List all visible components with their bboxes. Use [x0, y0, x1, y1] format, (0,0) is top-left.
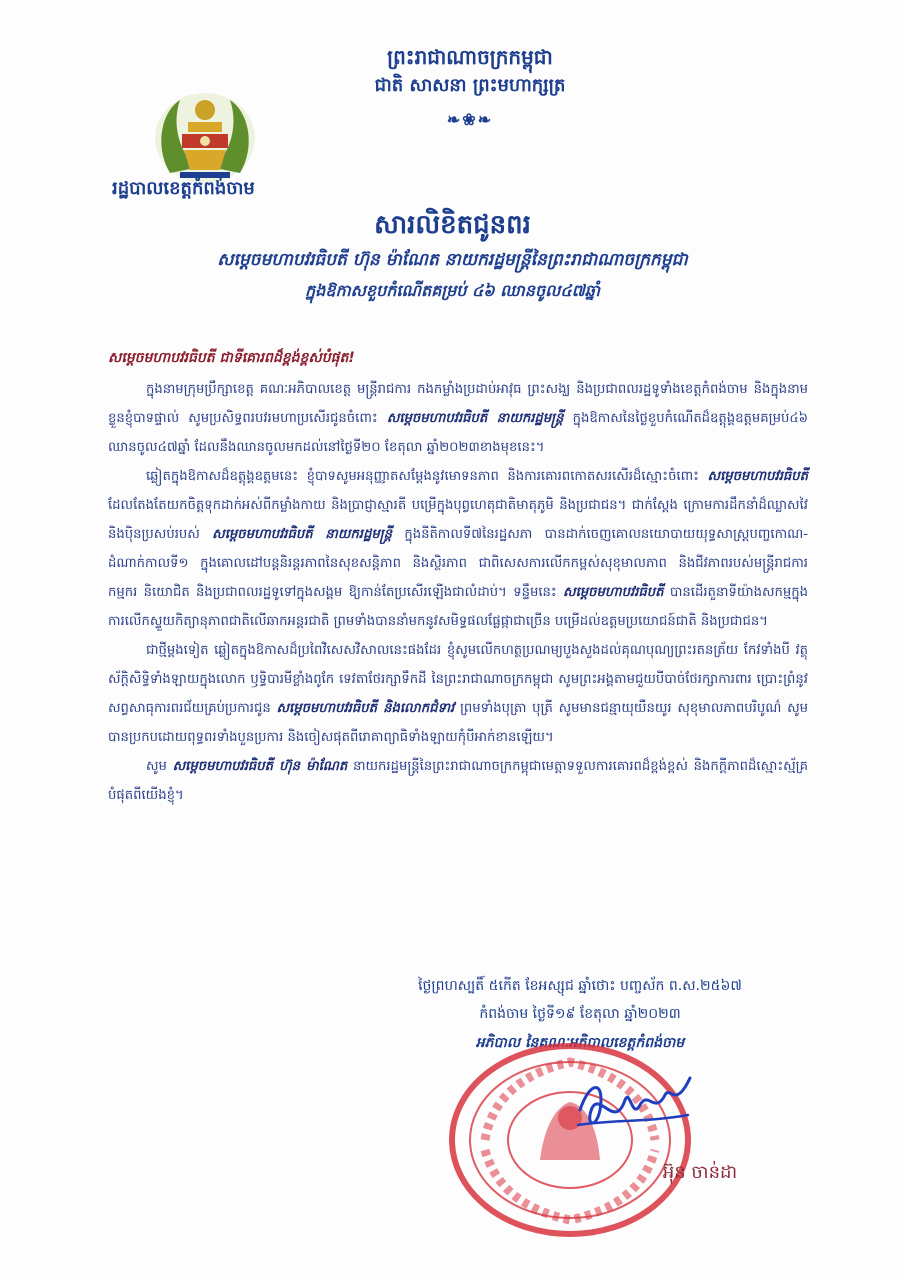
- salutation: សម្តេចមហាបវរធិបតី ជាទីគោរពដ៏ខ្ពង់ខ្ពស់បំផុត!: [108, 350, 355, 366]
- solar-date: កំពង់ចាម ថ្ងៃទី១៩ ខែតុលា ឆ្នាំ២០២៣: [479, 1006, 681, 1022]
- paragraph-3: [108, 636, 808, 752]
- paragraph-text: ជាថ្មីម្តងទៀត ឆ្លៀតក្នុងឱកាសដ៏ប្រពៃវិសេសវិសាលនេះផងដែរ ខ្ញុំសូមលើកហត្ថប្រណម្យបួងសួងដល់គុណបុណ្យព្រះរតនត្រ័យ កែវទាំងបី វត្ថុស័ក្តិសិទ្ធិទាំងឡាយក្នុងលោក ឫទ្ធិបារមីខ្លាំងពូកែ ទេវតាថែរក្សាទឹកដី នៃព្រះរាជាណាចក្រកម្ពុជា សូមព្រះអង្គតាមជួយបីបាច់ថែរក្សាការពារ ប្រោះព្រំនូវសព្វសាធុការពរជ័យគ្រប់ប្រការជូន: [108, 643, 808, 716]
- lunar-date: ថ្ងៃព្រហស្បតិ៍ ៥កើត ខែអស្សុជ ឆ្នាំថោះ បញ្ចស័ក ព.ស.២៥៦៧: [418, 978, 742, 994]
- paragraph-text: ក្នុងឱកាសនៃថ្ងៃខួបកំណើតដ៏ឧត្តុង្គឧត្តមគម្រប់៤៦ ឈានចូល៤៧ឆ្នាំ ដែលនឹងឈានចូលមកដល់នៅថ្ងៃទី២០ ខែតុលា ឆ្នាំ២០២៣ខាងមុខនេះ។: [108, 411, 808, 455]
- document-occasion: ក្នុងឱកាសខួបកំណើតគម្រប់ ៤៦ ឈានចូល៤៧ឆ្នាំ: [304, 281, 601, 300]
- ornament-divider: ❧❀❧: [446, 110, 494, 129]
- honorific-highlight: សម្តេចមហាបវរធិបតី និងលោកជំទាវ: [276, 701, 455, 716]
- paragraph-2: [108, 462, 808, 636]
- paragraph-text: ព្រមទាំងបុត្រា បុត្រី សូមមានជន្មាយុយឺនយូរ សុខុមាលភាពបរិបូណ៌ សូមបានប្រកបដោយពុទ្ធពរទាំងបួនប្រការ និងចៀសផុតពីរោគាព្យាធិទាំងឡាយកុំបីអាក់ខានឡើយ។: [108, 701, 808, 745]
- title-block: [80, 206, 825, 306]
- paragraph-text: ក្នុងនីតិកាលទី៧នៃរដ្ឋសភា បានដាក់ចេញគោលនយោបាយយុទ្ធសាស្ត្របញ្ចកោណ-ដំណាក់កាលទី១ ក្នុងគោលដៅបន្តនិរន្តរភាពនៃសុខសន្តិភាព និងស្ថិរភាព ជាពិសេសការលើកកម្ពស់សុខុមាលភាព និងជីវភាពរបស់មន្ត្រីរាជការ កម្មករ និយោជិត និងប្រជាពលរដ្ឋទូទៅក្នុងសង្គម ឱ្យកាន់តែប្រសើរឡើងជាលំដាប់។ ទន្ទឹមនេះ: [108, 527, 808, 600]
- ministry-emblem-icon: [150, 88, 260, 188]
- paragraph-text: ដែលតែងតែយកចិត្តទុកដាក់អស់ពីកម្លាំងកាយ និងប្រាជ្ញាស្មារតី បម្រើក្នុងបុព្វហេតុជាតិមាតុភូមិ និងប្រជាជន។ ជាក់ស្តែង ក្រោមការដឹកនាំដ៏ឈ្លាសវៃ និងប៉ិនប្រសប់របស់: [108, 498, 808, 542]
- paragraph-text: ក្នុងនាមក្រុមប្រឹក្សាខេត្ត គណៈអភិបាលខេត្ត មន្ត្រីរាជការ កងកម្លាំងប្រដាប់អាវុធ ព្រះសង្ឃ និងប្រជាពលរដ្ឋទូទាំងខេត្តកំពង់ចាម និងក្នុងនាមខ្លួនខ្ញុំបាទផ្ទាល់ សូមប្រសិទ្ធពរបវរមហាប្រសើរជូនចំពោះ: [108, 382, 808, 426]
- signer-name: អ៊ុន ចាន់ដា: [662, 1162, 738, 1183]
- document-subtitle: សម្តេចមហាបវរធិបតី ហ៊ុន ម៉ាណែត នាយករដ្ឋមន្ត្រីនៃព្រះរាជាណាចក្រកម្ពុជា: [217, 250, 688, 270]
- paragraph-text: ឆ្លៀតក្នុងឱកាសដ៏ឧត្តុង្គឧត្តមនេះ ខ្ញុំបាទសូមអនុញ្ញាតសម្តែងនូវមោទនភាព និងការគោរពកោតសរសើរដ៏ស្មោះចំពោះ: [146, 469, 699, 484]
- honorific-highlight: សម្តេចមហាបវរធិបតី ហ៊ុន ម៉ាណែត: [172, 759, 348, 774]
- paragraph-1: [108, 375, 808, 462]
- kingdom-name: ព្រះរាជាណាចក្រកម្ពុជា: [387, 45, 553, 69]
- honorific-highlight: សម្តេចមហាបវរធិបតី: [563, 585, 664, 600]
- honorific-highlight: សម្តេចមហាបវរធិបតី នាយករដ្ឋមន្ត្រី: [386, 411, 564, 426]
- signer-title: អភិបាល នៃគណៈអភិបាលខេត្តកំពង់ចាម: [475, 1035, 685, 1051]
- national-motto: ជាតិ សាសនា ព្រះមហាក្សត្រ: [374, 75, 566, 96]
- kingdom-heading: [300, 42, 640, 129]
- paragraph-4: [108, 752, 808, 810]
- paragraph-text: បានដើរតួនាទីយ៉ាងសកម្មក្នុងការលើកស្ទួយកិត្យានុភាពជាតិលើឆាកអន្តរជាតិ ព្រមទាំងបាននាំមកនូវសមិទ្ធផលផ្លែផ្កាជាច្រើន បម្រើដល់ឧត្តមប្រយោជន៍ជាតិ និងប្រជាជន។: [108, 585, 808, 629]
- honorific-highlight: សម្តេចមហាបវរធិបតី: [707, 469, 808, 484]
- paragraph-text: សូម: [146, 759, 167, 774]
- document-title: សារលិខិតជូនពរ: [374, 210, 531, 240]
- paragraph-text: នាយករដ្ឋមន្ត្រីនៃព្រះរាជាណាចក្រកម្ពុជាមេត្តាទទួលការគោរពដ៏ខ្ពង់ខ្ពស់ និងកក្តីភាពដ៏ស្មោះស្ម័គ្របំផុតពីយើងខ្ញុំ។: [108, 759, 808, 803]
- agency-name: រដ្ឋបាលខេត្តកំពង់ចាម: [112, 178, 255, 199]
- letter-body: [108, 344, 808, 810]
- honorific-highlight: សម្តេចមហាបវរធិបតី នាយករដ្ឋមន្ត្រី: [212, 527, 393, 542]
- handwritten-signature-icon: [570, 1070, 700, 1140]
